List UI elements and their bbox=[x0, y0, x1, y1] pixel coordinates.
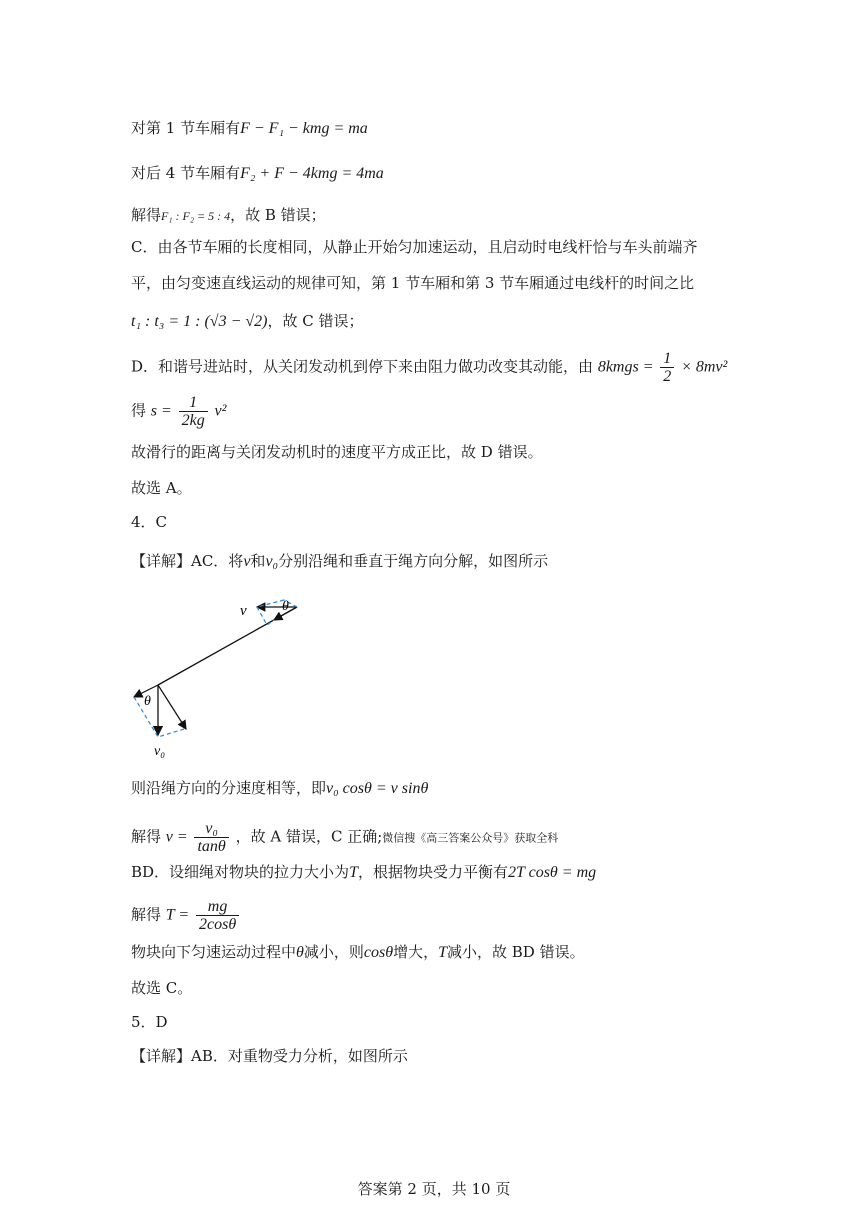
dashed-parallelogram-top bbox=[257, 607, 274, 625]
text: 解得 bbox=[131, 206, 162, 224]
line-rope-components bbox=[131, 778, 428, 799]
equation: 8kmgs = bbox=[597, 358, 654, 376]
line-solve-v bbox=[131, 820, 558, 855]
equation: × 8mv² bbox=[681, 358, 728, 376]
line-first-car bbox=[131, 118, 368, 139]
text: 【详解】AC．将 bbox=[131, 552, 244, 570]
equation: t₁ : t₃ = 1 : (√3 − √2) bbox=[131, 313, 268, 330]
equation: v₀ cosθ = v sinθ bbox=[326, 780, 429, 797]
equation: 2T cosθ = mg bbox=[507, 864, 597, 881]
dashed-parallelogram-bottom bbox=[134, 697, 184, 737]
text: 对后 4 节车厢有 bbox=[131, 164, 241, 182]
page-footer: 答案第 2 页，共 10 页 bbox=[357, 1180, 511, 1198]
line-choose-a: 故选 A。 bbox=[131, 479, 192, 497]
line-option-c-1: C．由各节车厢的长度相同，从静止开始匀加速运动，且启动时电线杆恰与车头前端齐 bbox=[131, 238, 698, 256]
question-4-answer: 4．C bbox=[131, 513, 168, 531]
question-5-answer: 5．D bbox=[131, 1013, 168, 1031]
equation: v = bbox=[165, 828, 188, 846]
dashed-line-top-2 bbox=[257, 600, 284, 607]
text: 对第 1 节车厢有 bbox=[131, 119, 241, 137]
line-option-d bbox=[131, 350, 727, 385]
line-conclusion-bd: 物块向下匀速运动过程中θ减小，则cosθ增大，T减小，故 BD 错误。 bbox=[131, 943, 585, 961]
line-detail-ab: 【详解】AB．对重物受力分析，如图所示 bbox=[131, 1047, 408, 1065]
line-detail-bd bbox=[131, 862, 596, 883]
label-theta-top: θ bbox=[282, 599, 289, 614]
equation: s = bbox=[150, 402, 172, 420]
fraction: $\frac{mg}{2\cos\theta}$ bbox=[196, 898, 239, 933]
equation: T = bbox=[165, 906, 190, 924]
fraction: $\frac{\text{v₀}}{\tan\theta}$ bbox=[194, 820, 228, 855]
text: 则沿绳方向的分速度相等，即 bbox=[131, 779, 327, 797]
symbol: T bbox=[349, 864, 358, 881]
text: ，故 B 错误； bbox=[230, 206, 326, 224]
symbol: v bbox=[243, 553, 251, 570]
text: 和 bbox=[250, 552, 266, 570]
label-theta-bottom: θ bbox=[144, 694, 151, 709]
label-v0: v₀ bbox=[154, 744, 166, 759]
symbol: v₀ bbox=[265, 553, 279, 570]
equation: v² bbox=[214, 402, 227, 420]
text: D．和谐号进站时，从关闭发动机到停下来由阻力做功改变其动能，由 bbox=[131, 357, 594, 376]
equation: F − F₁ − kmg = ma bbox=[240, 120, 368, 137]
text: BD．设细绳对物块的拉力大小为 bbox=[131, 863, 350, 881]
label-v: v bbox=[240, 603, 247, 619]
fraction: $\frac{1}{2kg}$ bbox=[179, 394, 208, 429]
equation: F₁ : F₂ = 5 : 4 bbox=[161, 209, 231, 223]
text: 解得 bbox=[131, 905, 162, 924]
equation: F₂ + F − 4kmg = 4ma bbox=[240, 165, 384, 182]
line-last-four-cars bbox=[131, 163, 384, 184]
text: 解得 bbox=[131, 827, 162, 846]
line-distance bbox=[131, 394, 226, 429]
line-detail-ac bbox=[131, 551, 548, 572]
perpendicular-component-arrow bbox=[158, 685, 186, 729]
line-time-ratio bbox=[131, 311, 364, 332]
text: 得 bbox=[131, 401, 147, 420]
fraction: $\frac{1}{2}$ bbox=[660, 350, 674, 385]
line-option-c-2: 平，由匀变速直线运动的规律可知，第 1 节车厢和第 3 节车厢通过电线杆的时间之比 bbox=[131, 274, 695, 292]
line-solve-t bbox=[131, 898, 241, 933]
line-choose-c: 故选 C。 bbox=[131, 979, 193, 997]
line-solve-ratio bbox=[131, 205, 326, 226]
text: ，故 A 错误，C 正确; bbox=[235, 827, 383, 846]
text: 分别沿绳和垂直于绳方向分解，如图所示 bbox=[278, 552, 549, 570]
watermark-note: 微信搜《高三答案公众号》获取全科 bbox=[382, 831, 559, 845]
text: ，根据物块受力平衡有 bbox=[357, 863, 508, 881]
line-conclusion-d: 故滑行的距离与关闭发动机时的速度平方成正比，故 D 错误。 bbox=[131, 443, 543, 461]
text: ，故 C 错误； bbox=[267, 312, 364, 330]
velocity-decomposition-diagram bbox=[124, 585, 314, 765]
